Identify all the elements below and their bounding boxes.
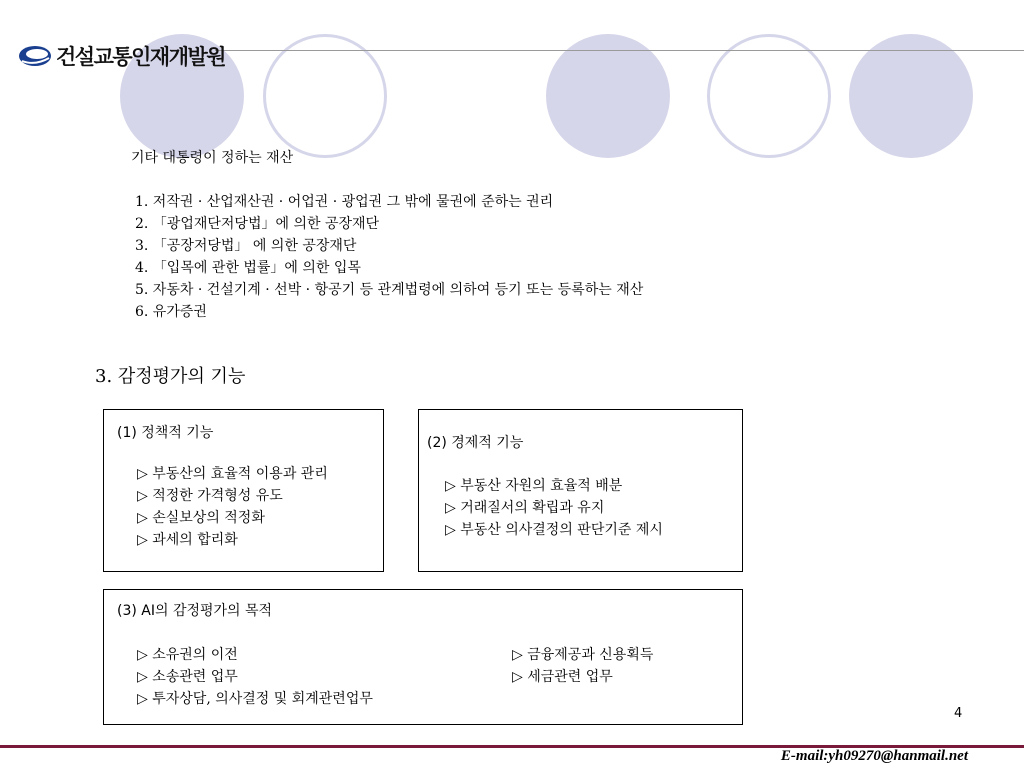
list-item: 3. 「공장저당법」 에 의한 공장재단: [135, 238, 357, 254]
page-number: 4: [954, 706, 963, 721]
purpose-list-left: [137, 644, 373, 710]
list-item: 4. 「입목에 관한 법률」에 의한 입목: [135, 260, 361, 276]
footer-email: E-mail:yh09270@hanmail.net: [780, 748, 968, 764]
policy-function-box: [103, 409, 384, 572]
box-title: (1) 정책적 기능: [117, 425, 214, 441]
list-item: 6. 유가증권: [135, 304, 207, 320]
intro-list: [135, 191, 643, 323]
policy-function-list: [137, 463, 328, 551]
list-item: ▷ 소유권의 이전: [137, 647, 238, 663]
header-divider: [215, 50, 1024, 51]
list-item: ▷ 과세의 합리화: [137, 532, 238, 548]
list-item: 5. 자동차 · 건설기계 · 선박 · 항공기 등 관계법령에 의하여 등기 또는 등록하는 재산: [135, 282, 644, 298]
swoosh-logo-icon: [18, 45, 52, 67]
list-item: ▷ 부동산의 효율적 이용과 관리: [137, 466, 328, 482]
decor-circle: [546, 34, 670, 158]
list-item: ▷ 소송관련 업무: [137, 669, 238, 685]
logo-text: 건설교통인재개발원: [56, 45, 226, 69]
list-item: ▷ 거래질서의 확립과 유지: [445, 500, 605, 516]
list-item: ▷ 금융제공과 신용획득: [512, 647, 654, 663]
decor-circle: [849, 34, 973, 158]
list-item: ▷ 적정한 가격형성 유도: [137, 488, 283, 504]
list-item: ▷ 세금관련 업무: [512, 669, 613, 685]
economic-function-box: [418, 409, 743, 572]
box-title: (2) 경제적 기능: [427, 435, 524, 451]
appraisal-purpose-box: [103, 589, 743, 725]
box-title: (3) AI의 감정평가의 목적: [117, 603, 273, 619]
list-item: ▷ 투자상담, 의사결정 및 회계관련업무: [137, 691, 373, 707]
intro-title: 기타 대통령이 정하는 재산: [131, 150, 294, 166]
list-item: ▷ 손실보상의 적정화: [137, 510, 265, 526]
list-item: ▷ 부동산 자원의 효율적 배분: [445, 478, 623, 494]
list-item: ▷ 부동산 의사결정의 판단기준 제시: [445, 522, 663, 538]
section-heading: 3. 감정평가의 기능: [95, 366, 246, 387]
decor-ring: [707, 34, 831, 158]
decor-ring: [263, 34, 387, 158]
list-item: 1. 저작권 · 산업재산권 · 어업권 · 광업권 그 밖에 물권에 준하는 권리: [135, 194, 554, 210]
purpose-list-right: [512, 644, 653, 688]
list-item: 2. 「광업재단저당법」에 의한 공장재단: [135, 216, 380, 232]
economic-function-list: [445, 475, 663, 541]
logo: [18, 40, 225, 72]
